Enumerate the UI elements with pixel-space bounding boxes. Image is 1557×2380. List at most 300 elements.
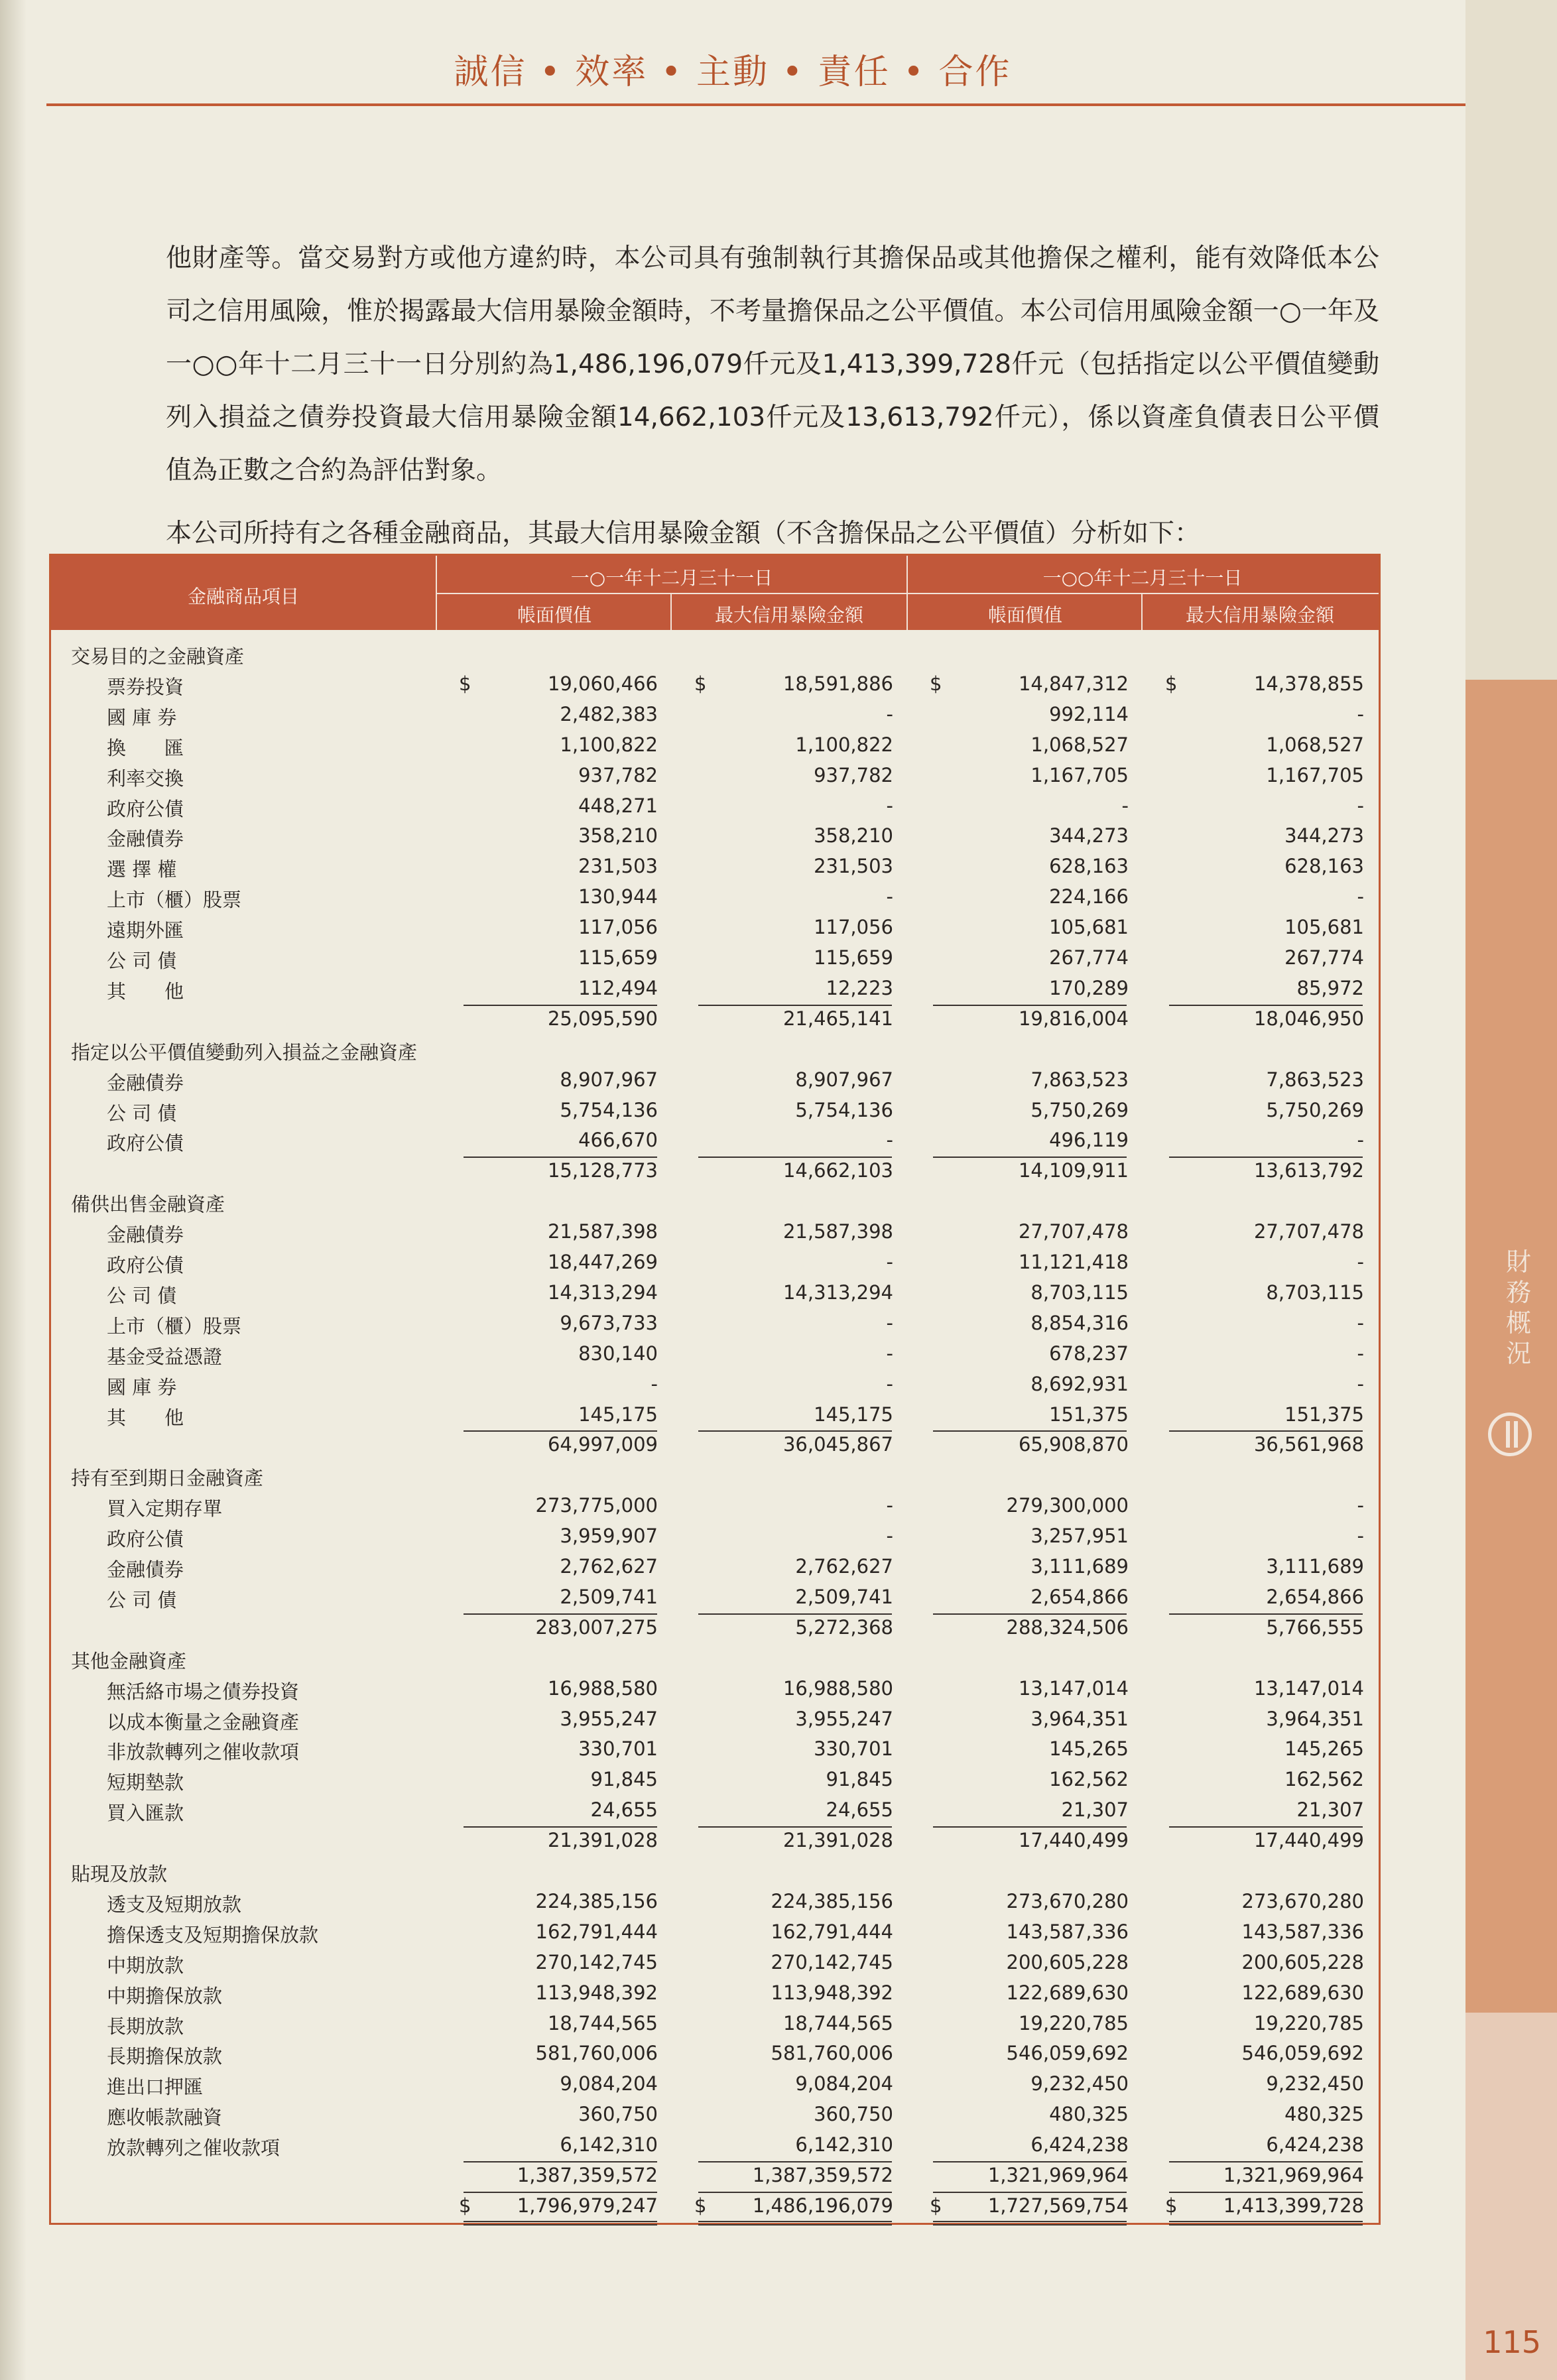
value-cell: 1,387,359,572 (517, 2164, 658, 2186)
table-row (51, 700, 1379, 731)
value-cell: 21,391,028 (547, 1829, 658, 1852)
row-label: 上市（櫃）股票 (107, 1314, 242, 1338)
value-cell: 8,854,316 (1030, 1311, 1129, 1334)
row-label: 國 庫 券 (107, 1375, 177, 1399)
value-cell: 1,321,969,964 (1223, 2164, 1364, 2186)
row-label: 公 司 債 (107, 1101, 177, 1125)
value-cell: 13,613,792 (1253, 1159, 1364, 1182)
table-row (51, 1126, 1379, 1157)
row-label: 上市（櫃）股票 (107, 889, 242, 912)
row-label: 政府公債 (107, 1528, 184, 1551)
double-rule-lower (1169, 2224, 1363, 2225)
value-cell: 5,766,555 (1266, 1615, 1364, 1639)
value-cell: 18,744,565 (782, 2011, 893, 2035)
value-cell: 105,681 (1049, 916, 1129, 939)
row-label: 買入定期存單 (107, 1497, 223, 1521)
value-cell: - (1357, 1372, 1364, 1395)
value-cell: 24,655 (590, 1798, 658, 1822)
value-cell: - (1357, 1525, 1364, 1548)
subtotal-rule (698, 1430, 892, 1432)
subtotal-row (51, 1613, 1379, 1644)
row-label: 金融債券 (107, 1223, 184, 1247)
value-cell: 14,662,103 (782, 1159, 893, 1182)
value-cell: 3,964,351 (1266, 1707, 1364, 1730)
value-cell: 344,273 (1284, 824, 1364, 847)
section-tab-label: 財務概況 (1505, 1247, 1531, 1368)
double-rule-lower (698, 2224, 892, 2225)
value-cell: - (1357, 1251, 1364, 1273)
subtotal-rule (933, 2192, 1127, 2193)
value-cell: 480,325 (1284, 2103, 1364, 2126)
subtotal-rule (464, 1430, 657, 1432)
value-cell: - (1357, 1311, 1364, 1334)
value-cell: 5,754,136 (795, 1098, 893, 1121)
table-row (51, 913, 1379, 944)
currency-symbol: $ (459, 672, 471, 695)
value-cell: 14,847,312 (1018, 672, 1129, 695)
value-cell: 480,325 (1049, 2103, 1129, 2126)
value-cell: 17,440,499 (1253, 1829, 1364, 1852)
value-cell: 14,109,911 (1018, 1159, 1129, 1182)
value-cell: 25,095,590 (547, 1007, 658, 1030)
value-cell: 267,774 (1049, 946, 1129, 969)
value-cell: 8,703,115 (1266, 1281, 1364, 1304)
credit-exposure-table (49, 554, 1381, 2225)
row-label: 非放款轉列之催收款項 (107, 1741, 300, 1764)
value-cell: 170,289 (1049, 976, 1129, 999)
value-cell: 18,591,886 (782, 672, 893, 695)
value-cell: 5,750,269 (1266, 1098, 1364, 1121)
double-rule-upper (933, 2221, 1127, 2222)
value-cell: 270,142,745 (535, 1950, 658, 1973)
row-label: 其 他 (107, 979, 184, 1003)
value-cell: 14,378,855 (1253, 672, 1364, 695)
value-cell: 3,955,247 (795, 1707, 893, 1730)
row-label: 買入匯款 (107, 1802, 184, 1825)
value-cell: 6,424,238 (1030, 2133, 1129, 2157)
row-label: 放款轉列之催收款項 (107, 2137, 280, 2160)
value-cell: 678,237 (1049, 1342, 1129, 1365)
row-label: 金融債券 (107, 1558, 184, 1581)
header-period-2012: 一○一年十二月三十一日 (570, 567, 773, 589)
double-rule-upper (698, 2221, 892, 2222)
grand-total-row (51, 2192, 1379, 2222)
row-label: 選 擇 權 (107, 858, 177, 881)
subtotal-rule (464, 1826, 657, 1828)
header-divider (1141, 593, 1143, 630)
value-cell: 7,863,523 (1030, 1068, 1129, 1091)
double-rule-upper (1169, 2221, 1363, 2222)
value-cell: 145,175 (578, 1403, 658, 1426)
header-period-2011: 一○○年十二月三十一日 (1042, 567, 1243, 589)
section-label: 交易目的之金融資產 (71, 645, 245, 668)
row-label: 擔保透支及短期擔保放款 (107, 1923, 319, 1946)
value-cell: 24,655 (826, 1798, 893, 1822)
value-cell: 9,084,204 (795, 2072, 893, 2096)
table-row (51, 1066, 1379, 1096)
value-cell: 830,140 (578, 1342, 658, 1365)
value-cell: 113,948,392 (771, 1981, 893, 2004)
subtotal-rule (1169, 2161, 1363, 2162)
value-cell: 113,948,392 (535, 1981, 658, 2004)
value-cell: 16,988,580 (782, 1676, 893, 1700)
subtotal-rule (698, 1157, 892, 1158)
table-row (51, 1218, 1379, 1248)
value-cell: 151,375 (1284, 1403, 1364, 1426)
header-divider (436, 593, 1379, 594)
value-cell: 36,561,968 (1253, 1433, 1364, 1456)
value-cell: 937,782 (578, 763, 658, 786)
value-cell: 1,796,979,247 (517, 2194, 658, 2217)
value-cell: 162,562 (1284, 1768, 1364, 1791)
section-row (51, 1461, 1379, 1491)
value-cell: 2,654,866 (1266, 1585, 1364, 1608)
value-cell: 231,503 (578, 855, 658, 878)
value-cell: 162,791,444 (535, 1920, 658, 1943)
row-label: 票券投資 (107, 675, 184, 698)
table-row (51, 1918, 1379, 1948)
value-cell: 581,760,006 (771, 2042, 893, 2065)
row-label: 短期墊款 (107, 1771, 184, 1794)
table-row (51, 1340, 1379, 1370)
value-cell: 1,100,822 (795, 733, 893, 756)
currency-symbol: $ (694, 672, 707, 695)
value-cell: 1,100,822 (560, 733, 658, 756)
value-cell: - (1357, 1129, 1364, 1152)
value-cell: 8,907,967 (560, 1068, 658, 1091)
subtotal-rule (698, 1613, 892, 1615)
value-cell: 143,587,336 (1241, 1920, 1364, 1943)
value-cell: 360,750 (578, 2103, 658, 2126)
value-cell: 8,692,931 (1030, 1372, 1129, 1395)
value-cell: 1,486,196,079 (752, 2194, 893, 2217)
table-intro: 本公司所持有之各種金融商品，其最大信用暴險金額（不含擔保品之公平價值）分析如下： (166, 519, 1201, 548)
value-cell: 2,654,866 (1030, 1585, 1129, 1608)
value-cell: 14,313,294 (547, 1281, 658, 1304)
value-cell: 1,727,569,754 (987, 2194, 1129, 2217)
value-cell: - (1121, 794, 1129, 817)
subtotal-row (51, 2161, 1379, 2192)
table-row (51, 1522, 1379, 1552)
page-number: 115 (1483, 2324, 1541, 2360)
row-label: 以成本衡量之金融資產 (107, 1710, 300, 1733)
value-cell: 130,944 (578, 885, 658, 908)
row-label: 中期放款 (107, 1954, 184, 1977)
subtotal-row (51, 1826, 1379, 1857)
row-label: 公 司 債 (107, 950, 177, 972)
page-gutter (0, 0, 27, 2380)
value-cell: 1,387,359,572 (752, 2164, 893, 2186)
value-cell: - (886, 885, 893, 908)
value-cell: 36,045,867 (782, 1433, 893, 1456)
row-label: 透支及短期放款 (107, 1893, 242, 1916)
row-label: 政府公債 (107, 797, 184, 820)
value-cell: 1,167,705 (1266, 763, 1364, 786)
value-cell: 1,068,527 (1266, 733, 1364, 756)
header-exposure-2012: 最大信用暴險金額 (714, 604, 863, 626)
value-cell: - (886, 794, 893, 817)
value-cell: 496,119 (1049, 1129, 1129, 1152)
value-cell: 937,782 (814, 763, 893, 786)
value-cell: - (1357, 702, 1364, 725)
value-cell: 1,321,969,964 (987, 2164, 1129, 2186)
row-label: 金融債券 (107, 1071, 184, 1094)
subtotal-rule (933, 1826, 1127, 1828)
subtotal-rule (464, 2192, 657, 2193)
value-cell: 330,701 (578, 1737, 658, 1761)
subtotal-rule (464, 1157, 657, 1158)
value-cell: 2,509,741 (795, 1585, 893, 1608)
value-cell: 224,385,156 (771, 1889, 893, 1912)
table-row (51, 1370, 1379, 1401)
section-row (51, 639, 1379, 670)
subtotal-rule (698, 2161, 892, 2162)
table-row (51, 822, 1379, 852)
value-cell: 65,908,870 (1018, 1433, 1129, 1456)
value-cell: 7,863,523 (1266, 1068, 1364, 1091)
table-row (51, 1887, 1379, 1918)
value-cell: 91,845 (826, 1768, 893, 1791)
table-row (51, 1705, 1379, 1735)
value-cell: 151,375 (1049, 1403, 1129, 1426)
value-cell: 21,307 (1296, 1798, 1364, 1822)
value-cell: 6,142,310 (795, 2133, 893, 2157)
value-cell: 546,059,692 (1241, 2042, 1364, 2065)
section-label: 備供出售金融資產 (71, 1193, 225, 1216)
value-cell: 162,791,444 (771, 1920, 893, 1943)
currency-symbol: $ (930, 2194, 942, 2217)
value-cell: 231,503 (814, 855, 893, 878)
value-cell: 5,754,136 (560, 1098, 658, 1121)
row-label: 長期擔保放款 (107, 2045, 223, 2068)
value-cell: 358,210 (814, 824, 893, 847)
value-cell: - (1357, 1494, 1364, 1517)
value-cell: - (1357, 794, 1364, 817)
subtotal-rule (933, 1613, 1127, 1615)
value-cell: - (886, 1251, 893, 1273)
subtotal-rule (1169, 1826, 1363, 1828)
value-cell: 117,056 (814, 916, 893, 939)
currency-symbol: $ (1165, 672, 1178, 695)
header-title: 誠信 • 效率 • 主動 • 責任 • 合作 (454, 52, 1012, 92)
value-cell: 279,300,000 (1006, 1494, 1129, 1517)
value-cell: 3,257,951 (1030, 1525, 1129, 1548)
row-label: 公 司 債 (107, 1284, 177, 1307)
table-row (51, 1979, 1379, 2009)
value-cell: 27,707,478 (1253, 1220, 1364, 1243)
table-row (51, 883, 1379, 913)
value-cell: 9,084,204 (560, 2072, 658, 2096)
value-cell: - (886, 1311, 893, 1334)
subtotal-rule (1169, 2192, 1363, 2193)
value-cell: 330,701 (814, 1737, 893, 1761)
value-cell: 200,605,228 (1006, 1950, 1129, 1973)
value-cell: 581,760,006 (535, 2042, 658, 2065)
value-cell: 115,659 (578, 946, 658, 969)
value-cell: 3,959,907 (560, 1525, 658, 1548)
value-cell: 145,265 (1284, 1737, 1364, 1761)
subtotal-rule (933, 1157, 1127, 1158)
header-item: 金融商品項目 (187, 586, 299, 607)
value-cell: 18,447,269 (547, 1251, 658, 1273)
value-cell: 9,232,450 (1030, 2072, 1129, 2096)
row-label: 金融債券 (107, 828, 184, 851)
value-cell: 3,111,689 (1266, 1555, 1364, 1578)
value-cell: 64,997,009 (547, 1433, 658, 1456)
subtotal-row (51, 1157, 1379, 1187)
value-cell: - (651, 1372, 658, 1395)
table-row (51, 852, 1379, 883)
table-row (51, 974, 1379, 1005)
value-cell: 5,750,269 (1030, 1098, 1129, 1121)
table-row (51, 1796, 1379, 1826)
section-label: 其他金融資產 (71, 1649, 187, 1672)
value-cell: 18,046,950 (1253, 1007, 1364, 1030)
row-label: 政府公債 (107, 1132, 184, 1155)
value-cell: 358,210 (578, 824, 658, 847)
subtotal-rule (933, 2161, 1127, 2162)
table-row (51, 792, 1379, 822)
table-row (51, 944, 1379, 974)
table-row (51, 1735, 1379, 1765)
value-cell: 1,413,399,728 (1223, 2194, 1364, 2217)
value-cell: 143,587,336 (1006, 1920, 1129, 1943)
subtotal-rule (933, 1005, 1127, 1006)
value-cell: 19,220,785 (1253, 2011, 1364, 2035)
value-cell: 9,232,450 (1266, 2072, 1364, 2096)
table-row (51, 2039, 1379, 2070)
value-cell: 112,494 (578, 976, 658, 999)
row-label: 利率交換 (107, 767, 184, 790)
value-cell: 3,964,351 (1030, 1707, 1129, 1730)
row-label: 長期放款 (107, 2015, 184, 2038)
value-cell: 267,774 (1284, 946, 1364, 969)
currency-symbol: $ (930, 672, 942, 695)
subtotal-rule (1169, 1430, 1363, 1432)
currency-symbol: $ (459, 2194, 471, 2217)
value-cell: 6,424,238 (1266, 2133, 1364, 2157)
table-row (51, 670, 1379, 700)
row-label: 無活絡市場之債券投資 (107, 1680, 300, 1703)
value-cell: - (886, 1494, 893, 1517)
value-cell: 145,175 (814, 1403, 893, 1426)
subtotal-rule (464, 2161, 657, 2162)
value-cell: 5,272,368 (795, 1615, 893, 1639)
value-cell: 13,147,014 (1253, 1676, 1364, 1700)
value-cell: - (886, 1525, 893, 1548)
value-cell: 19,816,004 (1018, 1007, 1129, 1030)
body-paragraph: 他財產等。當交易對方或他方違約時，本公司具有強制執行其擔保品或其他擔保之權利，能有效降低本公司之信用風險，惟於揭露最大信用暴險金額時，不考量擔保品之公平價值。本公司信用風險金額一○一年及一○○年十二月三十一日分別約為1,486,196,079仟元及1,413,399,728仟元（包括指定以公平價值變動列入損益之債券投資最大信用暴險金額14,662,103仟元及13,613,792仟元），係以資產負債表日公平價值為正數之合約為評估對象。 (166, 243, 1379, 485)
value-cell: 27,707,478 (1018, 1220, 1129, 1243)
value-cell: 21,587,398 (782, 1220, 893, 1243)
section-row (51, 1187, 1379, 1218)
value-cell: 15,128,773 (547, 1159, 658, 1182)
value-cell: 546,059,692 (1006, 2042, 1129, 2065)
value-cell: 2,482,383 (560, 702, 658, 725)
value-cell: 11,121,418 (1018, 1251, 1129, 1273)
header-rule (46, 103, 1465, 106)
value-cell: 14,313,294 (782, 1281, 893, 1304)
value-cell: 344,273 (1049, 824, 1129, 847)
value-cell: 2,762,627 (560, 1555, 658, 1578)
value-cell: 3,111,689 (1030, 1555, 1129, 1578)
subtotal-rule (1169, 1005, 1363, 1006)
table-row (51, 1674, 1379, 1705)
row-label: 其 他 (107, 1406, 184, 1429)
value-cell: - (886, 1129, 893, 1152)
table-row (51, 1248, 1379, 1279)
header-carrying-2012: 帳面價值 (517, 604, 592, 626)
value-cell: 21,465,141 (782, 1007, 893, 1030)
value-cell: 16,988,580 (547, 1676, 658, 1700)
row-label: 基金受益憑證 (107, 1345, 223, 1368)
value-cell: - (886, 702, 893, 725)
currency-symbol: $ (694, 2194, 707, 2217)
value-cell: 105,681 (1284, 916, 1364, 939)
value-cell: 273,670,280 (1241, 1889, 1364, 1912)
value-cell: 18,744,565 (547, 2011, 658, 2035)
row-label: 公 司 債 (107, 1588, 177, 1611)
table-row (51, 2100, 1379, 2131)
value-cell: - (1357, 885, 1364, 908)
value-cell: 12,223 (826, 976, 893, 999)
value-cell: 8,907,967 (795, 1068, 893, 1091)
section-row (51, 1857, 1379, 1887)
section-row (51, 1035, 1379, 1066)
value-cell: 122,689,630 (1006, 1981, 1129, 2004)
value-cell: 628,163 (1284, 855, 1364, 878)
table-row (51, 761, 1379, 792)
table-row (51, 1583, 1379, 1613)
value-cell: 273,670,280 (1006, 1889, 1129, 1912)
value-cell: - (886, 1372, 893, 1395)
value-cell: 466,670 (578, 1129, 658, 1152)
table-row (51, 1948, 1379, 1979)
table-row (51, 2070, 1379, 2100)
value-cell: 200,605,228 (1241, 1950, 1364, 1973)
table-row (51, 1309, 1379, 1340)
value-cell: 628,163 (1049, 855, 1129, 878)
value-cell: 992,114 (1049, 702, 1129, 725)
currency-symbol: $ (1165, 2194, 1178, 2217)
value-cell: 122,689,630 (1241, 1981, 1364, 2004)
company-logo-icon (1488, 1412, 1532, 1456)
header-divider (670, 593, 672, 630)
value-cell: 145,265 (1049, 1737, 1129, 1761)
value-cell: 91,845 (590, 1768, 658, 1791)
value-cell: - (1357, 1342, 1364, 1365)
value-cell: 162,562 (1049, 1768, 1129, 1791)
row-label: 政府公債 (107, 1254, 184, 1277)
value-cell: 85,972 (1296, 976, 1364, 999)
value-cell: 6,142,310 (560, 2133, 658, 2157)
value-cell: 1,167,705 (1030, 763, 1129, 786)
value-cell: 2,762,627 (795, 1555, 893, 1578)
subtotal-row (51, 1005, 1379, 1035)
table-row (51, 1491, 1379, 1522)
table-row (51, 1401, 1379, 1431)
double-rule-upper (464, 2221, 657, 2222)
value-cell: 224,385,156 (535, 1889, 658, 1912)
table-row (51, 2009, 1379, 2040)
row-label: 國 庫 券 (107, 706, 177, 729)
row-label: 進出口押匯 (107, 2076, 204, 2099)
section-label: 持有至到期日金融資產 (71, 1467, 264, 1490)
value-cell: 360,750 (814, 2103, 893, 2126)
subtotal-row (51, 1430, 1379, 1461)
value-cell: 117,056 (578, 916, 658, 939)
table-row (51, 2131, 1379, 2161)
